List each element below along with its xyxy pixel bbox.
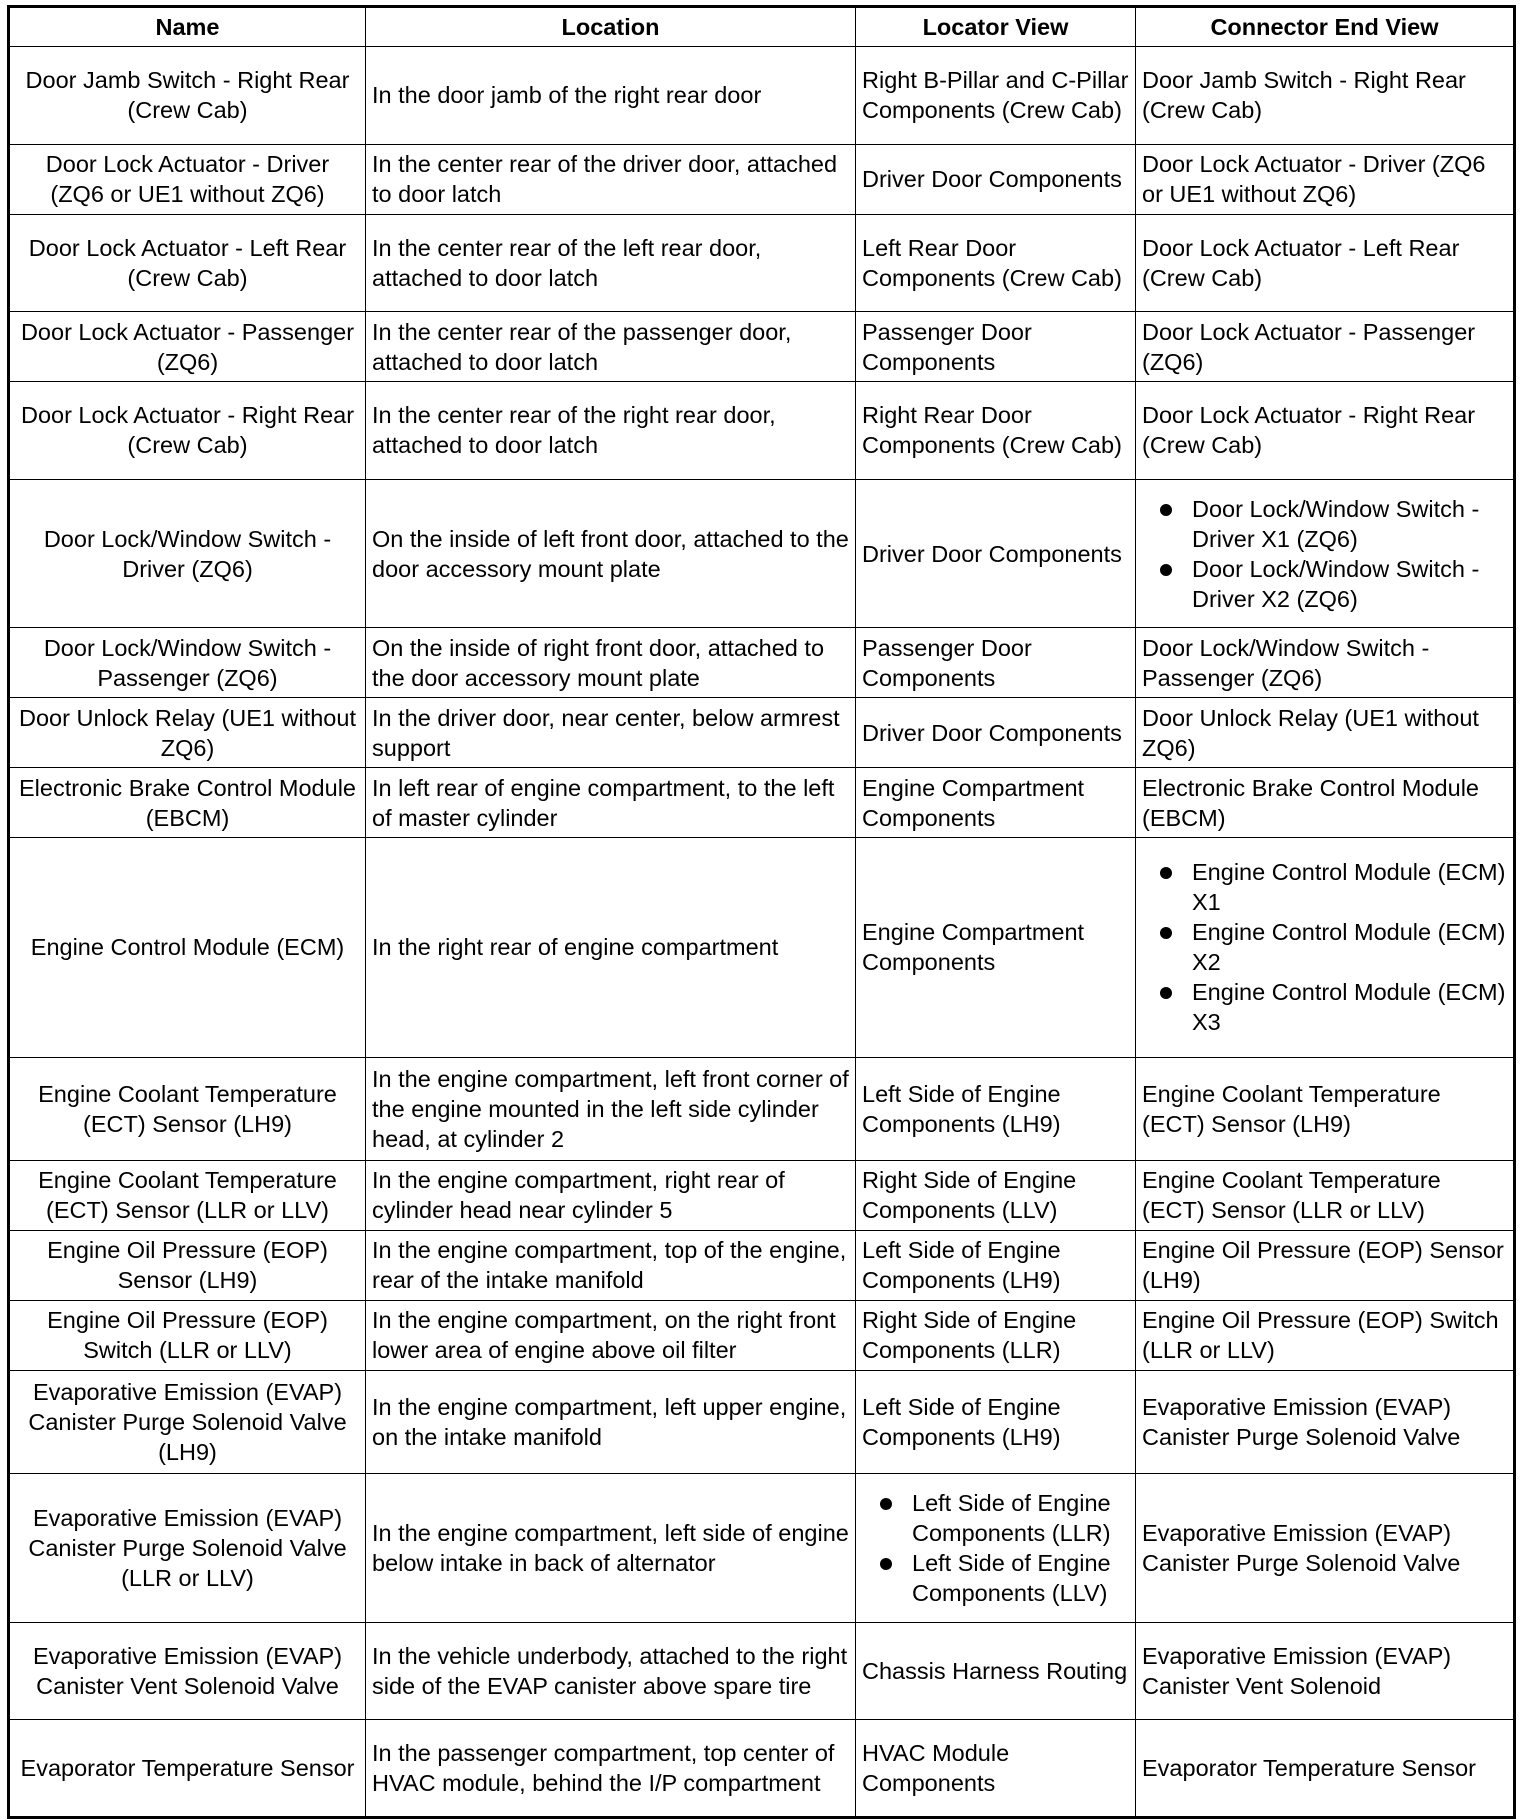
table-row (9, 1057, 1515, 1160)
name-cell: Door Unlock Relay (UE1 without ZQ6) (9, 698, 366, 768)
table-row (9, 838, 1515, 1058)
connector-end-view-cell (1136, 838, 1515, 1058)
locator-view-cell: Driver Door Components (856, 144, 1136, 214)
location-cell: In the engine compartment, left front corner of the engine mounted in the left side cylinder head, at cylinder 2 (366, 1057, 856, 1160)
header-connector-end-view: Connector End View (1136, 7, 1515, 47)
location-cell: In the engine compartment, on the right front lower area of engine above oil filter (366, 1300, 856, 1370)
connector-end-view-cell: Evaporative Emission (EVAP) Canister Purge Solenoid Valve (1136, 1370, 1515, 1473)
connector-end-view-cell: Evaporative Emission (EVAP) Canister Purge Solenoid Valve (1136, 1473, 1515, 1622)
connector-end-view-bullet-item: Door Lock/Window Switch - Driver X2 (ZQ6) (1142, 554, 1507, 614)
name-cell: Engine Coolant Temperature (ECT) Sensor (LLR or LLV) (9, 1161, 366, 1231)
table-row (9, 1300, 1515, 1370)
table-row (9, 214, 1515, 312)
locator-view-cell: Passenger Door Components (856, 628, 1136, 698)
locator-view-list (862, 1488, 1129, 1608)
name-cell: Door Lock Actuator - Passenger (ZQ6) (9, 312, 366, 382)
locator-view-cell: Left Side of Engine Components (LH9) (856, 1370, 1136, 1473)
connector-end-view-list (1142, 857, 1507, 1037)
location-cell: In the engine compartment, left upper engine, on the intake manifold (366, 1370, 856, 1473)
connector-end-view-cell: Door Lock Actuator - Passenger (ZQ6) (1136, 312, 1515, 382)
name-cell: Door Lock Actuator - Driver (ZQ6 or UE1 without ZQ6) (9, 144, 366, 214)
locator-view-cell: Right Side of Engine Components (LLV) (856, 1161, 1136, 1231)
connector-end-view-bullet-item: Engine Control Module (ECM) X3 (1142, 977, 1507, 1037)
connector-end-view-cell: Evaporative Emission (EVAP) Canister Vent Solenoid (1136, 1622, 1515, 1720)
name-cell: Door Lock/Window Switch - Passenger (ZQ6) (9, 628, 366, 698)
connector-end-view-cell: Door Unlock Relay (UE1 without ZQ6) (1136, 698, 1515, 768)
table-row (9, 1473, 1515, 1622)
name-cell: Evaporative Emission (EVAP) Canister Purge Solenoid Valve (LLR or LLV) (9, 1473, 366, 1622)
header-locator-view: Locator View (856, 7, 1136, 47)
name-cell: Evaporative Emission (EVAP) Canister Purge Solenoid Valve (LH9) (9, 1370, 366, 1473)
header-name: Name (9, 7, 366, 47)
name-cell: Door Lock/Window Switch - Driver (ZQ6) (9, 479, 366, 628)
location-cell: In the engine compartment, top of the engine, rear of the intake manifold (366, 1230, 856, 1300)
table-row (9, 1230, 1515, 1300)
locator-view-cell: Engine Compartment Components (856, 838, 1136, 1058)
table-row (9, 1370, 1515, 1473)
location-cell: In the passenger compartment, top center of HVAC module, behind the I/P compartment (366, 1720, 856, 1818)
table-row (9, 628, 1515, 698)
connector-end-view-bullet-item: Engine Control Module (ECM) X1 (1142, 857, 1507, 917)
name-cell: Engine Control Module (ECM) (9, 838, 366, 1058)
name-cell: Evaporator Temperature Sensor (9, 1720, 366, 1818)
locator-view-cell: Left Rear Door Components (Crew Cab) (856, 214, 1136, 312)
name-cell: Door Lock Actuator - Left Rear (Crew Cab) (9, 214, 366, 312)
connector-end-view-cell: Engine Coolant Temperature (ECT) Sensor (LH9) (1136, 1057, 1515, 1160)
name-cell: Engine Oil Pressure (EOP) Switch (LLR or LLV) (9, 1300, 366, 1370)
location-cell: In the center rear of the driver door, attached to door latch (366, 144, 856, 214)
table-row (9, 768, 1515, 838)
connector-end-view-cell: Door Lock/Window Switch - Passenger (ZQ6) (1136, 628, 1515, 698)
locator-view-cell (856, 1473, 1136, 1622)
table-row (9, 1622, 1515, 1720)
location-cell: In the center rear of the passenger door, attached to door latch (366, 312, 856, 382)
header-location: Location (366, 7, 856, 47)
location-cell: In the center rear of the right rear door, attached to door latch (366, 382, 856, 480)
connector-end-view-list (1142, 494, 1507, 614)
location-cell: In left rear of engine compartment, to the left of master cylinder (366, 768, 856, 838)
connector-end-view-bullet-item: Engine Control Module (ECM) X2 (1142, 917, 1507, 977)
locator-view-bullet-item: Left Side of Engine Components (LLR) (862, 1488, 1129, 1548)
locator-view-cell: Left Side of Engine Components (LH9) (856, 1057, 1136, 1160)
locator-view-cell: Right B-Pillar and C-Pillar Components (Crew Cab) (856, 47, 1136, 145)
location-cell: In the vehicle underbody, attached to the right side of the EVAP canister above spare tire (366, 1622, 856, 1720)
location-cell: In the door jamb of the right rear door (366, 47, 856, 145)
name-cell: Electronic Brake Control Module (EBCM) (9, 768, 366, 838)
connector-end-view-cell: Door Lock Actuator - Driver (ZQ6 or UE1 without ZQ6) (1136, 144, 1515, 214)
table-row (9, 144, 1515, 214)
table-row (9, 698, 1515, 768)
table-row (9, 47, 1515, 145)
name-cell: Engine Coolant Temperature (ECT) Sensor (LH9) (9, 1057, 366, 1160)
location-cell: In the right rear of engine compartment (366, 838, 856, 1058)
connector-end-view-cell: Evaporator Temperature Sensor (1136, 1720, 1515, 1818)
name-cell: Engine Oil Pressure (EOP) Sensor (LH9) (9, 1230, 366, 1300)
locator-view-cell: HVAC Module Components (856, 1720, 1136, 1818)
location-cell: In the driver door, near center, below armrest support (366, 698, 856, 768)
table-row (9, 1161, 1515, 1231)
connector-end-view-cell: Door Jamb Switch - Right Rear (Crew Cab) (1136, 47, 1515, 145)
name-cell: Door Jamb Switch - Right Rear (Crew Cab) (9, 47, 366, 145)
locator-view-cell: Driver Door Components (856, 479, 1136, 628)
header-row (9, 7, 1515, 47)
locator-view-cell: Right Rear Door Components (Crew Cab) (856, 382, 1136, 480)
locator-view-cell: Left Side of Engine Components (LH9) (856, 1230, 1136, 1300)
name-cell: Door Lock Actuator - Right Rear (Crew Cab) (9, 382, 366, 480)
location-cell: In the engine compartment, left side of engine below intake in back of alternator (366, 1473, 856, 1622)
table-row (9, 382, 1515, 480)
locator-view-cell: Driver Door Components (856, 698, 1136, 768)
locator-view-cell: Passenger Door Components (856, 312, 1136, 382)
locator-view-cell: Engine Compartment Components (856, 768, 1136, 838)
connector-end-view-cell: Engine Oil Pressure (EOP) Switch (LLR or LLV) (1136, 1300, 1515, 1370)
table-row (9, 479, 1515, 628)
connector-end-view-cell: Door Lock Actuator - Left Rear (Crew Cab) (1136, 214, 1515, 312)
connector-end-view-cell (1136, 479, 1515, 628)
connector-end-view-bullet-item: Door Lock/Window Switch - Driver X1 (ZQ6) (1142, 494, 1507, 554)
location-cell: On the inside of left front door, attached to the door accessory mount plate (366, 479, 856, 628)
table-row (9, 1720, 1515, 1818)
component-locator-table (7, 5, 1516, 1819)
connector-end-view-cell: Electronic Brake Control Module (EBCM) (1136, 768, 1515, 838)
connector-end-view-cell: Engine Coolant Temperature (ECT) Sensor (LLR or LLV) (1136, 1161, 1515, 1231)
locator-view-bullet-item: Left Side of Engine Components (LLV) (862, 1548, 1129, 1608)
locator-view-cell: Right Side of Engine Components (LLR) (856, 1300, 1136, 1370)
location-cell: In the center rear of the left rear door, attached to door latch (366, 214, 856, 312)
location-cell: On the inside of right front door, attached to the door accessory mount plate (366, 628, 856, 698)
locator-view-cell: Chassis Harness Routing (856, 1622, 1136, 1720)
table-row (9, 312, 1515, 382)
name-cell: Evaporative Emission (EVAP) Canister Vent Solenoid Valve (9, 1622, 366, 1720)
location-cell: In the engine compartment, right rear of cylinder head near cylinder 5 (366, 1161, 856, 1231)
connector-end-view-cell: Door Lock Actuator - Right Rear (Crew Cab) (1136, 382, 1515, 480)
connector-end-view-cell: Engine Oil Pressure (EOP) Sensor (LH9) (1136, 1230, 1515, 1300)
